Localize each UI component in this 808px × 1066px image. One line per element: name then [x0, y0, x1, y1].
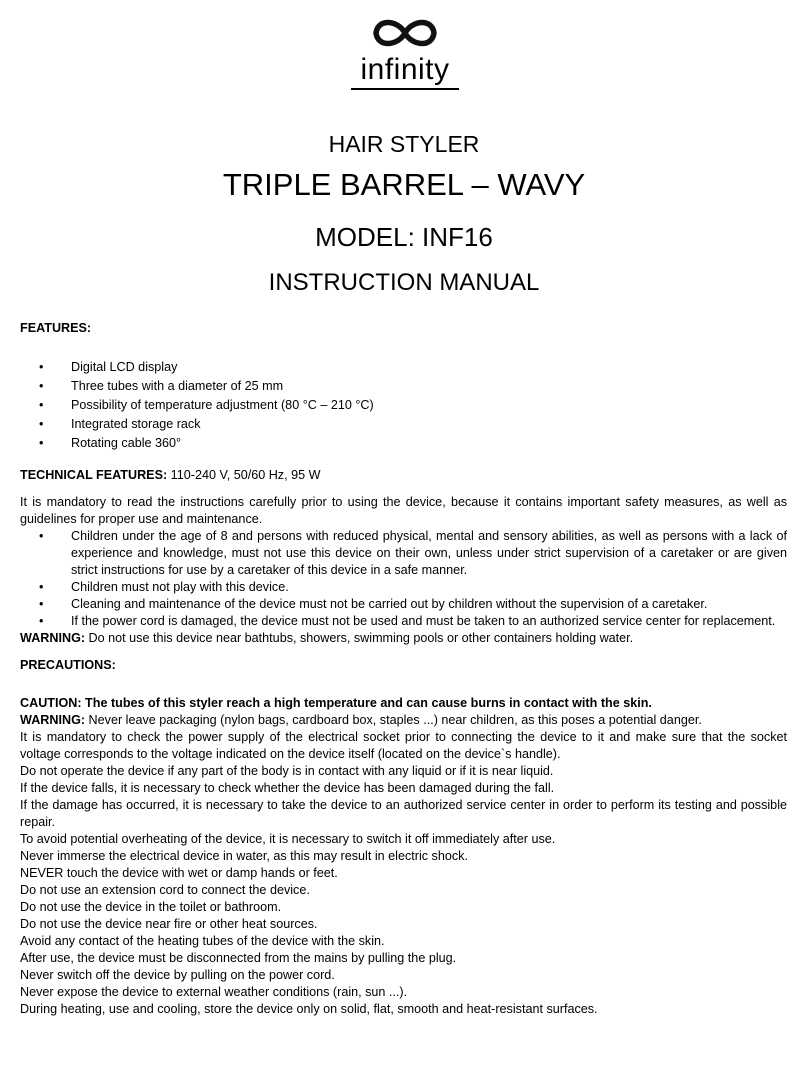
feature-item: • Digital LCD display [20, 358, 787, 377]
technical-features [20, 467, 787, 484]
precaution-line: Never expose the device to external weather conditions (rain, sun ...). [20, 985, 408, 999]
warning-label: WARNING: [20, 713, 86, 727]
product-category: HAIR STYLER [328, 131, 480, 157]
infinity-icon [368, 14, 442, 52]
technical-value: 110-240 V, 50/60 Hz, 95 W [167, 468, 321, 482]
precaution-line: Do not use the device in the toilet or bathroom. [20, 900, 282, 914]
features-list [20, 358, 787, 453]
features-heading: FEATURES: [20, 321, 92, 335]
technical-label: TECHNICAL FEATURES: [20, 468, 168, 482]
precaution-line: Avoid any contact of the heating tubes of the device with the skin. [20, 934, 385, 948]
precaution-line: Do not use the device near fire or other heat sources. [20, 917, 318, 931]
precaution-line: Never switch off the device by pulling on the power cord. [20, 968, 335, 982]
precaution-line: During heating, use and cooling, store the device only on solid, flat, smooth and heat-resistant surfaces. [20, 1002, 598, 1016]
intro-paragraph: It is mandatory to read the instructions carefully prior to using the device, because it contains important safety measures, as well as guidelines for proper use and maintenance. [20, 495, 787, 526]
precaution-line: NEVER touch the device with wet or damp hands or feet. [20, 866, 338, 880]
product-model: MODEL: INF16 [315, 222, 493, 252]
safety-item: • Children must not play with this device. [20, 579, 787, 596]
precaution-line: Do not use an extension cord to connect the device. [20, 883, 310, 897]
precaution-line: After use, the device must be disconnected from the mains by pulling the plug. [20, 951, 457, 965]
caution-line: CAUTION: The tubes of this styler reach a high temperature and can cause burns in contact with the skin. [20, 696, 652, 710]
precaution-line: If the device falls, it is necessary to check whether the device has been damaged during the fall. [20, 781, 555, 795]
manual-body [20, 320, 787, 1018]
precautions-heading: PRECAUTIONS: [20, 658, 116, 672]
precaution-line: If the damage has occurred, it is necessary to take the device to an authorized service center in order to perform its testing and possible repair. [20, 798, 787, 829]
feature-item: • Three tubes with a diameter of 25 mm [20, 377, 787, 396]
feature-item: • Rotating cable 360° [20, 434, 787, 453]
precaution-line: To avoid potential overheating of the device, it is necessary to switch it off immediately after use. [20, 832, 556, 846]
product-name: TRIPLE BARREL – WAVY [222, 167, 586, 202]
feature-item: • Integrated storage rack [20, 415, 787, 434]
brand-name: infinity [360, 53, 450, 86]
brand-logo [340, 14, 470, 104]
feature-item: • Possibility of temperature adjustment (80 °C – 210 °C) [20, 396, 787, 415]
warning-label: WARNING: [20, 631, 86, 645]
safety-item: • Children under the age of 8 and persons with reduced physical, mental and sensory abilities, as well as persons with a lack of experience and knowledge, must not use this device on their own, unless under strict supervision of a caretaker or are given strict instructions for use by a caretaker of this device in a safe manner. [20, 528, 787, 579]
safety-item: • If the power cord is damaged, the device must not be used and must be taken to an authorized service center for replacement. [20, 613, 787, 630]
packaging-warning [20, 712, 787, 729]
safety-list [20, 528, 787, 630]
safety-item: • Cleaning and maintenance of the device must not be carried out by children without the supervision of a caretaker. [20, 596, 787, 613]
brand-underline [351, 88, 459, 90]
precaution-line: Never immerse the electrical device in water, as this may result in electric shock. [20, 849, 468, 863]
document-title: INSTRUCTION MANUAL [268, 269, 540, 296]
water-warning [20, 630, 787, 647]
warning-text: Do not use this device near bathtubs, showers, swimming pools or other containers holding water. [85, 631, 634, 645]
precaution-line: Do not operate the device if any part of the body is in contact with any liquid or if it is near liquid. [20, 764, 554, 778]
precaution-line: It is mandatory to check the power supply of the electrical socket prior to connecting the device to it and make sure that the socket voltage corresponds to the voltage indicated on the device itself (located on the device`s handle). [20, 730, 787, 761]
warning-text: Never leave packaging (nylon bags, cardboard box, staples ...) near children, as this poses a potential danger. [85, 713, 702, 727]
